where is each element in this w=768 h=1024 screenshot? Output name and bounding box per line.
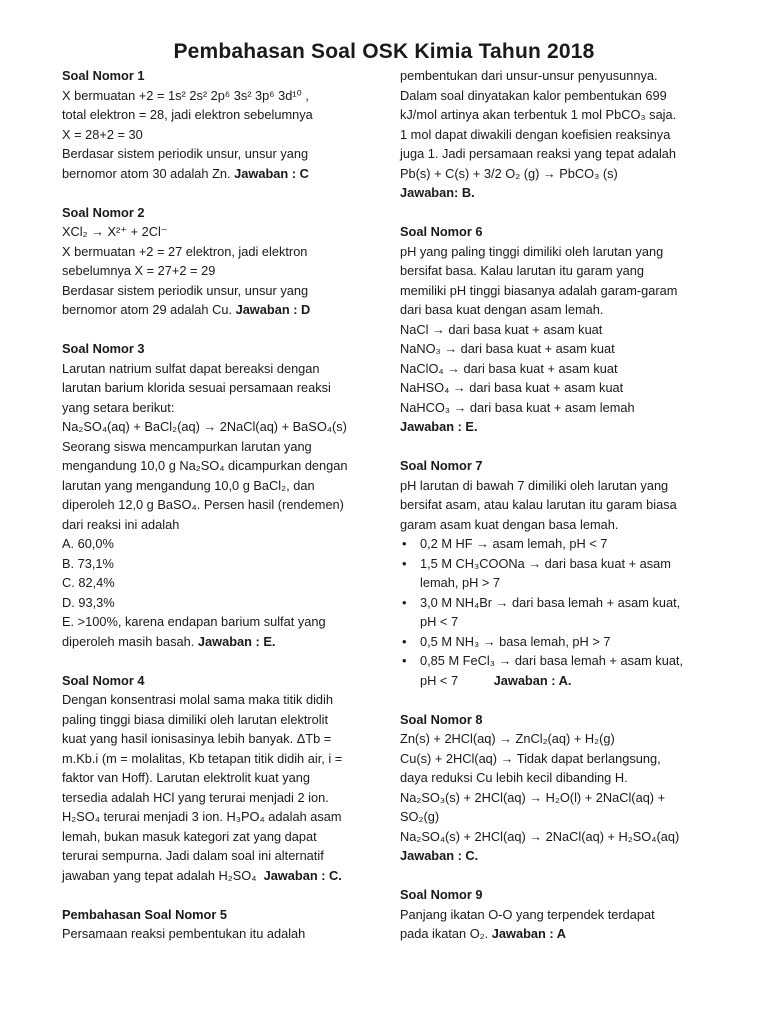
soal-2: [62, 203, 392, 320]
text-line: dari reaksi ini adalah: [62, 516, 180, 532]
soal-5-start: [62, 905, 392, 944]
text-line: terurai sempurna. Jadi dalam soal ini alternatif: [62, 848, 324, 863]
soal-9-heading: Soal Nomor 9: [400, 887, 483, 902]
soal-4: [62, 671, 392, 886]
soal-6-answer: Jawaban : E.: [400, 419, 478, 434]
text-line: Persamaan reaksi pembentukan itu adalah: [62, 926, 306, 941]
text-line: Berdasar sistem periodik unsur, unsur yang: [62, 282, 309, 298]
soal-8: [400, 710, 730, 866]
text-line: total elektron = 28, jadi elektron sebelumnya: [62, 107, 313, 122]
soal-7-answer: Jawaban : A.: [493, 672, 572, 688]
text-line: H₂SO₄ terurai menjadi 3 ion. H₃PO₄ adalah asam: [62, 809, 342, 824]
soal-8-heading: Soal Nomor 8: [400, 711, 483, 727]
bullet-icon: •: [402, 594, 407, 610]
text-line: pembentukan dari unsur-unsur penyusunnya.: [400, 68, 658, 83]
list-item: • 1,5 M CH₃COONa → dari basa kuat + asam lemah, pH > 7: [400, 554, 730, 593]
option-d: D. 93,3%: [62, 594, 115, 610]
soal-2-heading: Soal Nomor 2: [62, 204, 145, 220]
reaction-equation: Na₂SO₄(s) + 2HCl(aq) → 2NaCl(aq) + H₂SO₄(aq): [400, 828, 680, 844]
bullet-icon: •: [402, 555, 407, 571]
soal-1: [62, 66, 392, 183]
reaction-equation: Na₂SO₄(aq) + BaCl₂(aq) → 2NaCl(aq) + BaSO₄(s): [62, 419, 347, 434]
text-line: X = 28+2 = 30: [62, 126, 143, 142]
text-line: paling tinggi biasa dimiliki oleh larutan elektrolit: [62, 711, 329, 727]
salt-line: NaClO₄ → dari basa kuat + asam kuat: [400, 360, 618, 376]
text-line: SO₂(g): [400, 809, 440, 824]
bullet-icon: •: [402, 536, 407, 551]
text-line: bersifat basa. Kalau larutan itu garam yang: [400, 263, 644, 278]
salt-line: NaNO₃ → dari basa kuat + asam kuat: [400, 341, 615, 356]
soal-9-answer: Jawaban : A: [491, 926, 566, 941]
text-line: Larutan natrium sulfat dapat bereaksi dengan: [62, 360, 320, 376]
soal-7-heading: Soal Nomor 7: [400, 458, 483, 473]
soal-3: [62, 339, 392, 651]
text-line: bernomor atom 30 adalah Zn. Jawaban : C: [62, 165, 309, 181]
soal-1-answer: Jawaban : C: [234, 165, 309, 181]
reaction-equation: Cu(s) + 2HCl(aq) → Tidak dapat berlangsung,: [400, 750, 661, 766]
text-line: juga 1. Jadi persamaan reaksi yang tepat adalah: [400, 146, 677, 161]
text-line: pH yang paling tinggi dimiliki oleh larutan yang: [400, 243, 664, 259]
text-line: X bermuatan +2 = 1s² 2s² 2p⁶ 3s² 3p⁶ 3d¹⁰ ,: [62, 87, 309, 103]
text-line: larutan barium klorida sesuai persamaan reaksi: [62, 380, 331, 395]
text-line: memiliki pH tinggi biasanya adalah garam-garam: [400, 282, 678, 298]
soal-5-answer: Jawaban: B.: [400, 185, 475, 200]
text-line: kuat yang hasil ionisasinya lebih banyak. ΔTb =: [62, 731, 332, 746]
option-e: E. >100%, karena endapan barium sulfat yang: [62, 614, 326, 629]
soal-9: [400, 885, 730, 944]
text-line: jawaban yang tepat adalah H₂SO₄ Jawaban : C.: [62, 867, 342, 883]
text-line: Dengan konsentrasi molal sama maka titik didih: [62, 692, 333, 707]
text-line: mengandung 10,0 g Na₂SO₄ dicampurkan dengan: [62, 458, 348, 473]
soal-2-answer: Jawaban : D: [235, 302, 311, 317]
text-line: Dalam soal dinyatakan kalor pembentukan 699: [400, 87, 667, 103]
option-c: C. 82,4%: [62, 575, 115, 590]
soal-8-answer: Jawaban : C.: [400, 848, 479, 863]
text-line: bernomor atom 29 adalah Cu. Jawaban : D: [62, 302, 311, 317]
text-line: daya reduksi Cu lebih kecil dibanding H.: [400, 770, 628, 785]
salt-line: NaHCO₃ → dari basa kuat + asam lemah: [400, 399, 635, 415]
text-line: lemah, bukan masuk kategori zat yang dapat: [62, 828, 317, 844]
soal-3-answer: Jawaban : E.: [197, 633, 276, 649]
text-line: Panjang ikatan O-O yang terpendek terdapat: [400, 906, 655, 922]
soal-1-heading: Soal Nomor 1: [62, 68, 145, 83]
reaction-equation: Zn(s) + 2HCl(aq) → ZnCl₂(aq) + H₂(g): [400, 731, 615, 746]
soal-5-heading: Pembahasan Soal Nomor 5: [62, 906, 227, 922]
text-line: garam asam kuat dengan basa lemah.: [400, 516, 619, 532]
text-line: dari basa kuat dengan asam lemah.: [400, 302, 604, 317]
soal-3-heading: Soal Nomor 3: [62, 341, 145, 356]
text-line: faktor van Hoff). Larutan elektrolit kuat yang: [62, 770, 311, 785]
text-line: pH larutan di bawah 7 dimiliki oleh larutan yang: [400, 477, 669, 493]
option-b: B. 73,1%: [62, 555, 114, 571]
soal-5-cont: [400, 66, 730, 203]
text-line: sebelumnya X = 27+2 = 29: [62, 263, 216, 278]
list-item: • 0,5 M NH₃ → basa lemah, pH > 7: [400, 632, 730, 652]
option-a: A. 60,0%: [62, 536, 114, 551]
page-title: Pembahasan Soal OSK Kimia Tahun 2018: [173, 40, 595, 63]
bullet-icon: •: [402, 653, 407, 668]
text-line: m.Kb.i (m = molalitas, Kb tetapan titik didih air, i =: [62, 750, 343, 766]
soal-4-answer: Jawaban : C.: [263, 867, 342, 883]
reaction-equation: Pb(s) + C(s) + 3/2 O₂ (g) → PbCO₃ (s): [400, 165, 618, 181]
text-line: yang setara berikut:: [62, 399, 175, 415]
text-line: X bermuatan +2 = 27 elektron, jadi elektron: [62, 243, 308, 259]
list-item: • 0,85 M FeCl₃ → dari basa lemah + asam kuat, pH < 7 Jawaban : A.: [400, 651, 730, 690]
text-line: larutan yang mengandung 10,0 g BaCl₂, dan: [62, 477, 315, 493]
text-line: Berdasar sistem periodik unsur, unsur yang: [62, 146, 309, 161]
reaction-equation: Na₂SO₃(s) + 2HCl(aq) → H₂O(l) + 2NaCl(aq) +: [400, 789, 666, 805]
text-line: kJ/mol artinya akan terbentuk 1 mol PbCO₃ saja.: [400, 107, 677, 122]
bullet-icon: •: [402, 633, 407, 649]
list-item: • 0,2 M HF → asam lemah, pH < 7: [400, 534, 730, 554]
soal-6-heading: Soal Nomor 6: [400, 224, 483, 239]
text-line: XCl₂ → X²⁺ + 2Cl⁻: [62, 224, 168, 239]
right-column: [400, 66, 730, 944]
list-item: • 3,0 M NH₄Br → dari basa lemah + asam kuat, pH < 7: [400, 593, 730, 632]
text-line: 1 mol dapat diwakili dengan koefisien reaksinya: [400, 126, 671, 142]
text-line: pada ikatan O₂. Jawaban : A: [400, 926, 566, 941]
soal-4-heading: Soal Nomor 4: [62, 672, 145, 688]
left-column: [62, 66, 392, 944]
text-line: diperoleh masih basah. Jawaban : E.: [62, 633, 276, 649]
soal-7: [400, 456, 730, 690]
salt-line: NaHSO₄ → dari basa kuat + asam kuat: [400, 380, 624, 395]
soal-6: [400, 222, 730, 437]
text-line: tersedia adalah HCl yang terurai menjadi 2 ion.: [62, 789, 329, 805]
text-line: Seorang siswa mencampurkan larutan yang: [62, 438, 312, 454]
text-line: diperoleh 12,0 g BaSO₄. Persen hasil (rendemen): [62, 497, 344, 512]
text-line: bersifat asam, atau kalau larutan itu garam biasa: [400, 497, 677, 512]
salt-line: NaCl → dari basa kuat + asam kuat: [400, 321, 603, 337]
